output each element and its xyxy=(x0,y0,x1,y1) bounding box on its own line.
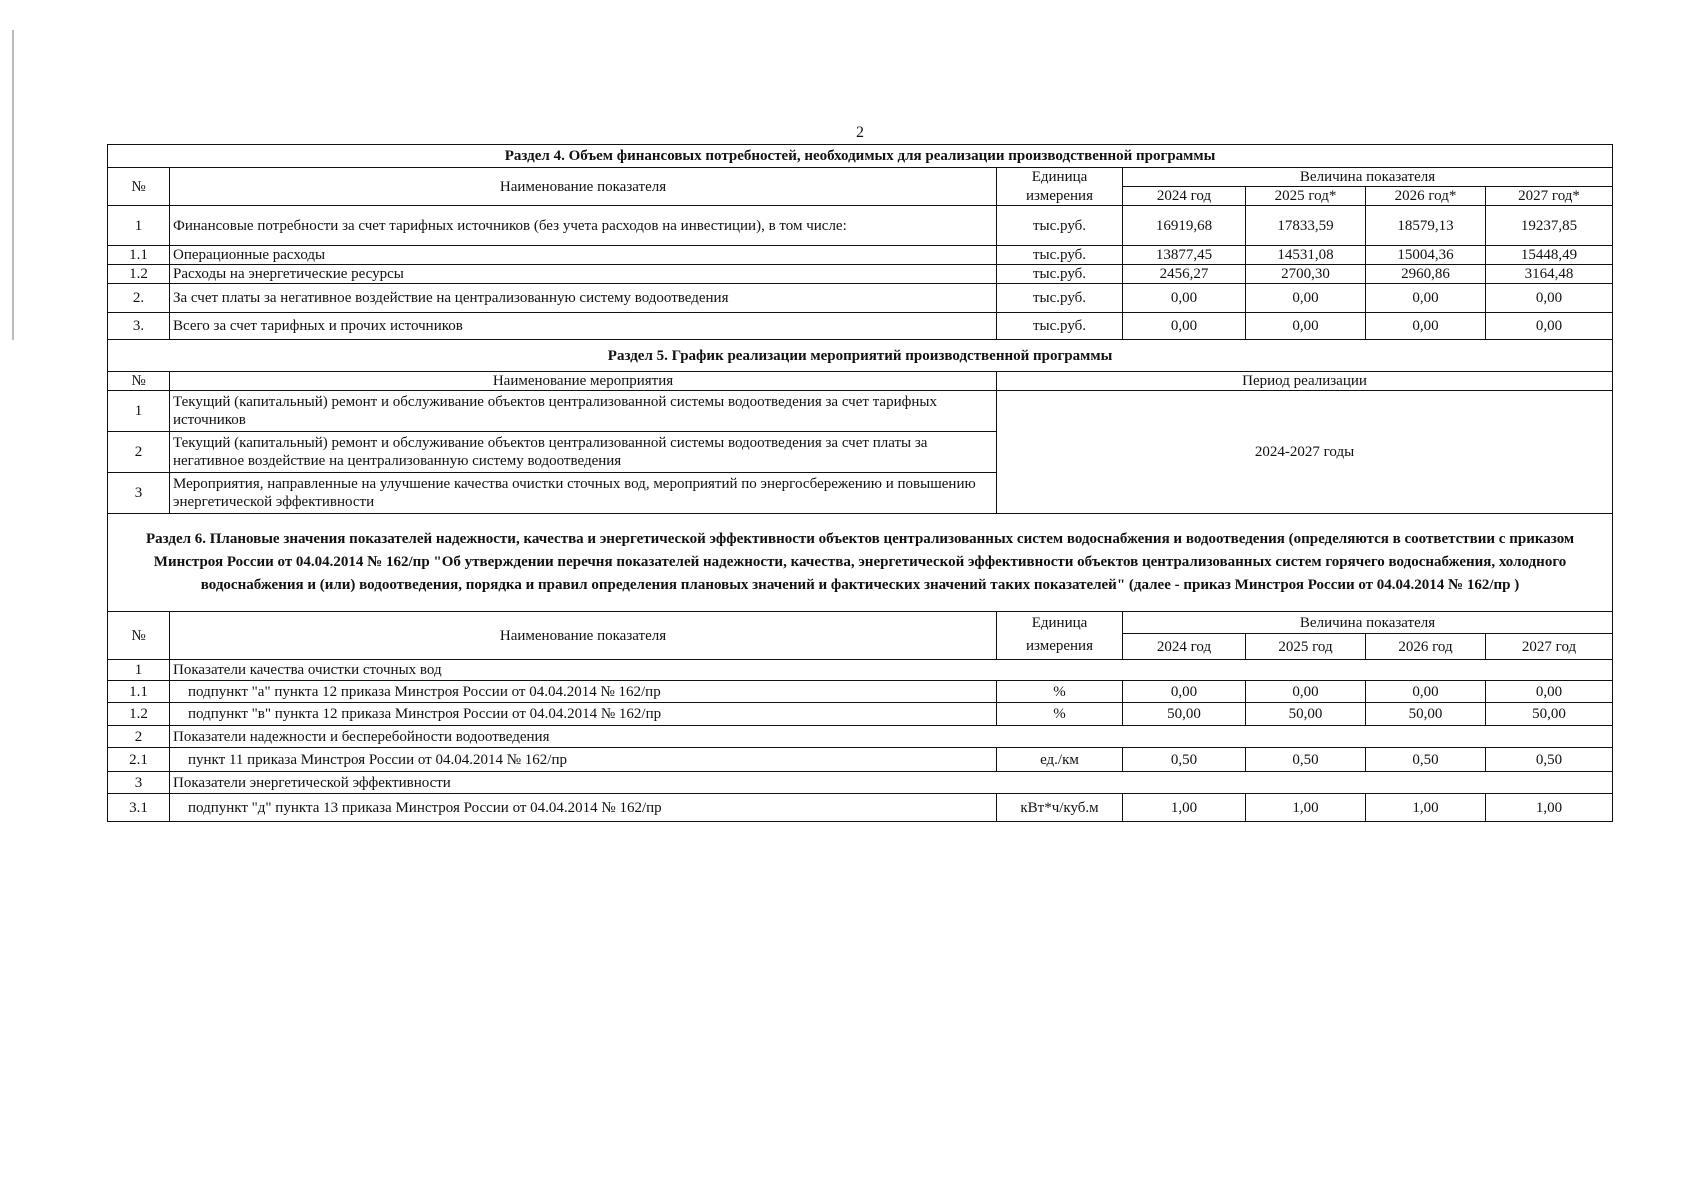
row-value-2025: 14531,08 xyxy=(1246,246,1366,265)
s4-row xyxy=(108,313,1613,340)
s6-row xyxy=(108,748,1613,772)
row-no: 2. xyxy=(108,284,170,313)
row-value-2026: 50,00 xyxy=(1366,703,1486,726)
s6-header-year-2026: 2026 год xyxy=(1366,634,1486,660)
section6-title: Раздел 6. Плановые значения показателей надежности, качества и энергетической эффективности объектов централизованных систем водоснабжения и водоотведения (определяются в соответствии с приказом Минстроя России от 04.04.2014 № 162/пр "Об утверждении перечня показателей надежности, качества, энергетической эффективности объектов централизованных систем горячего водоснабжения, холодного водоснабжения и (или) водоотведения, порядка и правил определения плановых значений и фактических значений таких показателей" (далее - приказ Минстроя России от 04.04.2014 № 162/пр ) xyxy=(108,514,1613,612)
row-no: 1.2 xyxy=(108,703,170,726)
row-unit: % xyxy=(997,681,1123,703)
row-unit: ед./км xyxy=(997,748,1123,772)
row-value-2026: 0,00 xyxy=(1366,681,1486,703)
row-name: Расходы на энергетические ресурсы xyxy=(170,265,997,284)
row-unit: тыс.руб. xyxy=(997,246,1123,265)
row-name: Текущий (капитальный) ремонт и обслуживание объектов централизованной системы водоотведения за счет платы за негативное воздействие на централизованную систему водоотведения xyxy=(170,432,997,473)
s6-row xyxy=(108,681,1613,703)
row-value-2024: 2456,27 xyxy=(1123,265,1246,284)
row-name: подпункт "а" пункта 12 приказа Минстроя России от 04.04.2014 № 162/пр xyxy=(170,681,997,703)
row-name: Мероприятия, направленные на улучшение качества очистки сточных вод, мероприятий по энергосбережению и повышению энергетической эффективности xyxy=(170,473,997,514)
s4-header-year-2026: 2026 год* xyxy=(1366,187,1486,206)
group-name: Показатели энергетической эффективности xyxy=(170,772,1613,794)
s4-header-year-2024: 2024 год xyxy=(1123,187,1246,206)
row-unit: тыс.руб. xyxy=(997,284,1123,313)
row-value-2027: 50,00 xyxy=(1486,703,1613,726)
section4-title: Раздел 4. Объем финансовых потребностей, необходимых для реализации производственной программы xyxy=(108,145,1613,168)
row-value-2026: 15004,36 xyxy=(1366,246,1486,265)
s4-row xyxy=(108,265,1613,284)
row-no: 1 xyxy=(108,206,170,246)
row-unit: тыс.руб. xyxy=(997,265,1123,284)
s6-header-name: Наименование показателя xyxy=(170,612,997,660)
s4-header-value: Величина показателя xyxy=(1123,168,1613,187)
s5-header-no: № xyxy=(108,372,170,391)
row-no: 3.1 xyxy=(108,794,170,822)
row-value-2024: 0,00 xyxy=(1123,284,1246,313)
row-value-2024: 16919,68 xyxy=(1123,206,1246,246)
section5-title: Раздел 5. График реализации мероприятий производственной программы xyxy=(108,340,1613,372)
s4-header-name: Наименование показателя xyxy=(170,168,997,206)
s6-header-year-2024: 2024 год xyxy=(1123,634,1246,660)
group-no: 2 xyxy=(108,726,170,748)
s4-header-unit-top: Единица xyxy=(997,168,1123,187)
row-no: 3 xyxy=(108,473,170,514)
row-value-2024: 0,50 xyxy=(1123,748,1246,772)
row-value-2026: 0,00 xyxy=(1366,284,1486,313)
group-name: Показатели качества очистки сточных вод xyxy=(170,660,1613,681)
row-name: подпункт "в" пункта 12 приказа Минстроя России от 04.04.2014 № 162/пр xyxy=(170,703,997,726)
row-value-2027: 3164,48 xyxy=(1486,265,1613,284)
s4-header-no: № xyxy=(108,168,170,206)
row-no: 3. xyxy=(108,313,170,340)
s6-group-row xyxy=(108,772,1613,794)
s6-group-row xyxy=(108,660,1613,681)
row-value-2025: 2700,30 xyxy=(1246,265,1366,284)
row-name: Текущий (капитальный) ремонт и обслуживание объектов централизованной системы водоотведения за счет тарифных источников xyxy=(170,391,997,432)
row-unit: кВт*ч/куб.м xyxy=(997,794,1123,822)
row-name: Финансовые потребности за счет тарифных источников (без учета расходов на инвестиции), в том числе: xyxy=(170,206,997,246)
row-value-2026: 0,50 xyxy=(1366,748,1486,772)
row-no: 2.1 xyxy=(108,748,170,772)
row-no: 1 xyxy=(108,391,170,432)
s6-row xyxy=(108,794,1613,822)
s6-header-unit-bottom: измерения xyxy=(997,634,1123,660)
s5-row xyxy=(108,391,1613,432)
row-unit: тыс.руб. xyxy=(997,313,1123,340)
row-name: пункт 11 приказа Минстроя России от 04.04.2014 № 162/пр xyxy=(170,748,997,772)
row-value-2027: 0,00 xyxy=(1486,681,1613,703)
s5-header-period: Период реализации xyxy=(997,372,1613,391)
s6-header-unit-top: Единица xyxy=(997,612,1123,634)
row-value-2025: 0,50 xyxy=(1246,748,1366,772)
s5-header-name: Наименование мероприятия xyxy=(170,372,997,391)
s4-header-year-2025: 2025 год* xyxy=(1246,187,1366,206)
s4-header-year-2027: 2027 год* xyxy=(1486,187,1613,206)
s6-header-year-2027: 2027 год xyxy=(1486,634,1613,660)
row-value-2026: 1,00 xyxy=(1366,794,1486,822)
row-name: подпункт "д" пункта 13 приказа Минстроя России от 04.04.2014 № 162/пр xyxy=(170,794,997,822)
row-value-2026: 2960,86 xyxy=(1366,265,1486,284)
row-name: За счет платы за негативное воздействие на централизованную систему водоотведения xyxy=(170,284,997,313)
row-value-2025: 17833,59 xyxy=(1246,206,1366,246)
row-unit: % xyxy=(997,703,1123,726)
document-sheet xyxy=(107,144,1612,822)
s6-row xyxy=(108,703,1613,726)
s6-header-value: Величина показателя xyxy=(1123,612,1613,634)
s5-period-value: 2024-2027 годы xyxy=(997,391,1613,514)
row-no: 1.2 xyxy=(108,265,170,284)
row-name: Всего за счет тарифных и прочих источников xyxy=(170,313,997,340)
row-value-2026: 0,00 xyxy=(1366,313,1486,340)
row-value-2025: 0,00 xyxy=(1246,681,1366,703)
s4-row xyxy=(108,206,1613,246)
row-value-2024: 0,00 xyxy=(1123,681,1246,703)
row-value-2024: 1,00 xyxy=(1123,794,1246,822)
s6-group-row xyxy=(108,726,1613,748)
row-value-2027: 0,50 xyxy=(1486,748,1613,772)
s6-header-year-2025: 2025 год xyxy=(1246,634,1366,660)
row-value-2027: 15448,49 xyxy=(1486,246,1613,265)
row-value-2024: 0,00 xyxy=(1123,313,1246,340)
scan-margin-line xyxy=(12,30,14,340)
row-no: 1.1 xyxy=(108,246,170,265)
row-no: 2 xyxy=(108,432,170,473)
page-number: 2 xyxy=(856,124,864,141)
s4-header-unit-bottom: измерения xyxy=(997,187,1123,206)
row-value-2027: 0,00 xyxy=(1486,313,1613,340)
row-value-2024: 50,00 xyxy=(1123,703,1246,726)
row-value-2024: 13877,45 xyxy=(1123,246,1246,265)
row-value-2027: 0,00 xyxy=(1486,284,1613,313)
s4-row xyxy=(108,246,1613,265)
group-no: 3 xyxy=(108,772,170,794)
row-name: Операционные расходы xyxy=(170,246,997,265)
row-value-2025: 1,00 xyxy=(1246,794,1366,822)
row-value-2027: 19237,85 xyxy=(1486,206,1613,246)
row-value-2026: 18579,13 xyxy=(1366,206,1486,246)
s4-row xyxy=(108,284,1613,313)
row-unit: тыс.руб. xyxy=(997,206,1123,246)
group-name: Показатели надежности и бесперебойности водоотведения xyxy=(170,726,1613,748)
row-value-2025: 0,00 xyxy=(1246,284,1366,313)
row-value-2027: 1,00 xyxy=(1486,794,1613,822)
s6-header-no: № xyxy=(108,612,170,660)
row-value-2025: 0,00 xyxy=(1246,313,1366,340)
program-table xyxy=(107,144,1613,822)
group-no: 1 xyxy=(108,660,170,681)
row-value-2025: 50,00 xyxy=(1246,703,1366,726)
row-no: 1.1 xyxy=(108,681,170,703)
